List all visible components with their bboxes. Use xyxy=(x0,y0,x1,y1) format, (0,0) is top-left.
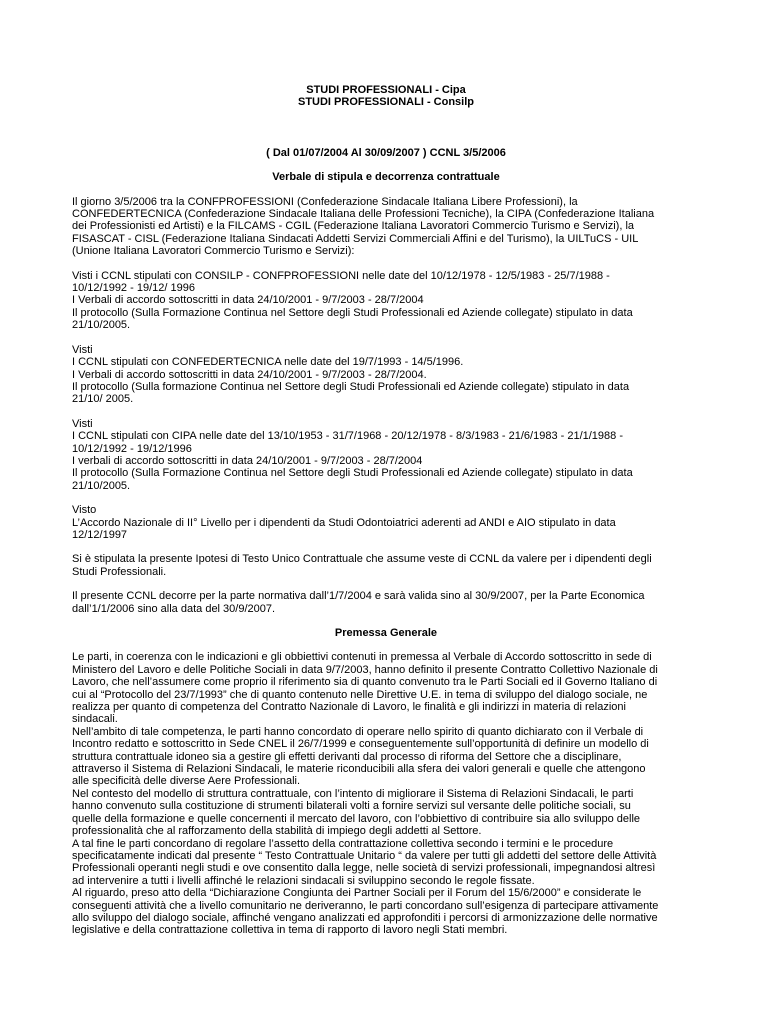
text-line: I CCNL stipulati con CIPA nelle date del 13/10/1953 - 31/7/1968 - 20/12/1978 - 8/3/1983 - 21/6/1983 - 21/1/1988 - xyxy=(72,430,623,443)
text-line: I Verbali di accordo sottoscritti in data 24/10/2001 - 9/7/2003 - 28/7/2004 xyxy=(72,294,424,307)
document-subtitle: Verbale di stipula e decorrenza contrattuale xyxy=(272,171,500,184)
text-line: ad intervenire a tutti i livelli affinché le relazioni sindacali si sviluppino secondo le regole fissate. xyxy=(72,874,535,887)
visti-cipa-paragraph xyxy=(72,418,700,492)
text-line: Si è stipulata la presente Ipotesi di Testo Unico Contrattuale che assume veste di CCNL da valere per i dipendenti degli xyxy=(72,553,652,566)
text-line: professionalità che al rafforzamento della stabilità di impiego degli addetti al Settore. xyxy=(72,825,482,838)
text-line: allo sviluppo del dialogo sociale, affinché vengano analizzati ed approfonditi i percorsi di armonizzazione delle normative xyxy=(72,911,658,924)
text-line: dei Professionisti ed Artisti) e la FILCAMS - CGIL (Federazione Italiana Lavoratori Commercio Turismo e Servizi), la xyxy=(72,220,635,233)
visto-paragraph xyxy=(72,504,700,541)
decorrenza-paragraph xyxy=(72,590,700,615)
text-line: sindacali. xyxy=(72,713,118,726)
text-line: Il giorno 3/5/2006 tra la CONFPROFESSIONI (Confederazione Sindacale Italiana Libere Professioni), la xyxy=(72,195,578,208)
document-title-1: STUDI PROFESSIONALI - Cipa xyxy=(306,84,466,96)
text-line: 21/10/2005. xyxy=(72,319,131,332)
text-line: quelle della formazione e quelle concernenti il mercato del lavoro, con l’obbiettivo di contribuire sia allo sviluppo delle xyxy=(72,812,641,825)
text-line: CONFEDERTECNICA (Confederazione Sindacale Italiana delle Professioni Tecniche), la CIPA (Confederazione Italiana xyxy=(72,208,655,221)
text-line: conseguenti attività che a livello comunitario ne deriveranno, le parti concordano sull’esigenza di partecipare attivamente xyxy=(72,899,659,912)
premessa-heading: Premessa Generale xyxy=(334,627,438,639)
document-title-2: STUDI PROFESSIONALI - Consilp xyxy=(297,96,474,109)
text-line: struttura contrattuale idoneo sia a gestire gli effetti derivanti dal processo di riforma del Settore che a disciplinare, xyxy=(72,750,622,763)
text-line: 10/12/1992 - 19/12/1996 xyxy=(72,442,192,455)
document-page xyxy=(72,84,700,937)
text-line: 12/12/1997 xyxy=(72,528,128,541)
text-line: Al riguardo, preso atto della “Dichiarazione Congiunta dei Partner Sociali per il Forum del 15/6/2000” e considerate le xyxy=(72,887,642,900)
text-line: L’Accordo Nazionale di II° Livello per i dipendenti da Studi Odontoiatrici aderenti ad ANDI e AIO stipulato in data xyxy=(72,516,616,529)
text-line: Le parti, in coerenza con le indicazioni e gli obbiettivi contenuti in premessa al Verbale di Accordo sottoscritto in sede di xyxy=(72,651,652,664)
text-line: Professionali operanti negli studi e ove consentito dalla legge, nelle società di servizi professionali, impegnandosi altresì xyxy=(72,862,656,875)
visti-consilp-paragraph xyxy=(72,270,700,332)
text-line: realizza per quanto di competenza del Contratto Nazionale di Lavoro, le finalità e gli indirizzi in materia di relazioni xyxy=(72,701,626,714)
text-line: Visto xyxy=(72,504,97,517)
text-line: 21/10/ 2005. xyxy=(72,393,134,406)
text-line: 10/12/1992 - 19/12/ 1996 xyxy=(72,282,195,295)
text-line: Lavoro, che nell’assumere come proprio il riferimento sia di quanto convenuto tra le Parti Sociali ed il Governo Italiano di xyxy=(72,676,658,689)
text-line: Visti i CCNL stipulati con CONSILP - CONFPROFESSIONI nelle date del 10/12/1978 - 12/5/1983 - 25/7/1988 - xyxy=(72,269,610,282)
text-line: Nell’ambito di tale competenza, le parti hanno concordato di operare nello spirito di quanto dichiarato con il Verbale di xyxy=(72,725,644,738)
text-line: cui al “Protocollo del 23/7/1993” che di quanto contenuto nelle Direttive U.E. in tema di sviluppo del dialogo sociale, ne xyxy=(72,688,648,701)
visti-confedertecnica-paragraph xyxy=(72,344,700,406)
text-line: Il protocollo (Sulla Formazione Continua nel Settore degli Studi Professionali ed Aziende collegate) stipulato in data xyxy=(72,467,633,480)
text-line: 21/10/2005. xyxy=(72,479,131,492)
text-line: Il presente CCNL decorre per la parte normativa dall’1/7/2004 e sarà valida sino al 30/9/2007, per la Parte Economica xyxy=(72,590,645,603)
stipulata-paragraph xyxy=(72,553,700,578)
text-line: I Verbali di accordo sottoscritti in data 24/10/2001 - 9/7/2003 - 28/7/2004. xyxy=(72,368,427,381)
text-line: A tal fine le parti concordano di regolare l’assetto della contrattazione collettiva secondo i termini e le procedure xyxy=(72,837,614,850)
text-line: hanno convenuto sulla costituzione di strumenti bilaterali volti a fornire servizi sul versante delle politiche sociali, su xyxy=(72,800,631,813)
premessa-paragraph xyxy=(72,651,700,936)
text-line: Ministero del Lavoro e delle Politiche Sociali in data 9/7/2003, hanno definito il presente Contratto Collettivo Nazionale di xyxy=(72,663,658,676)
text-line: Il protocollo (Sulla formazione Continua nel Settore degli Studi Professionali ed Aziende collegate) stipulato in data xyxy=(72,380,630,393)
text-line: Nel contesto del modello di struttura contrattuale, con l’intento di migliorare il Sistema di Relazioni Sindacali, le parti xyxy=(72,787,634,800)
text-line: FISASCAT - CISL (Federazione Italiana Sindacati Addetti Servizi Commerciali Affini e del Turismo), la UILTuCS - UIL xyxy=(72,232,639,245)
text-line: Il protocollo (Sulla Formazione Continua nel Settore degli Studi Professionali ed Aziende collegate) stipulato in data xyxy=(72,306,633,319)
contract-period: ( Dal 01/07/2004 Al 30/09/2007 ) CCNL 3/5/2006 xyxy=(266,146,506,159)
text-line: Incontro redatto e sottoscritto in Sede CNEL il 26/7/1999 e conseguentemente sull’opportunità di definire un modello di xyxy=(72,738,649,751)
text-line: I CCNL stipulati con CONFEDERTECNICA nelle date del 19/7/1993 - 14/5/1996. xyxy=(72,356,464,369)
text-line: alle specificità delle diverse Aere Professionali. xyxy=(72,775,301,788)
text-line: dall’1/1/2006 sino alla data del 30/9/2007. xyxy=(72,602,276,615)
text-line: (Unione Italiana Lavoratori Commercio Turismo e Servizi): xyxy=(72,245,355,258)
text-line: Studi Professionali. xyxy=(72,565,167,578)
text-line: specificatamente indicati dal presente “ Testo Contrattuale Unitario “ da valere per tutti gli addetti del settore delle Attività xyxy=(72,849,657,862)
text-line: legislative e della contrattazione collettiva in tema di rapporto di lavoro negli Stati membri. xyxy=(72,924,508,937)
text-line: attraverso il Sistema di Relazioni Sindacali, le materie riconducibili alla sfera dei valori generali e quelle che attengono xyxy=(72,763,646,776)
intro-paragraph xyxy=(72,196,700,258)
text-line: I verbali di accordo sottoscritti in data 24/10/2001 - 9/7/2003 - 28/7/2004 xyxy=(72,454,423,467)
text-line: Visti xyxy=(72,343,93,356)
text-line: Visti xyxy=(72,417,93,430)
